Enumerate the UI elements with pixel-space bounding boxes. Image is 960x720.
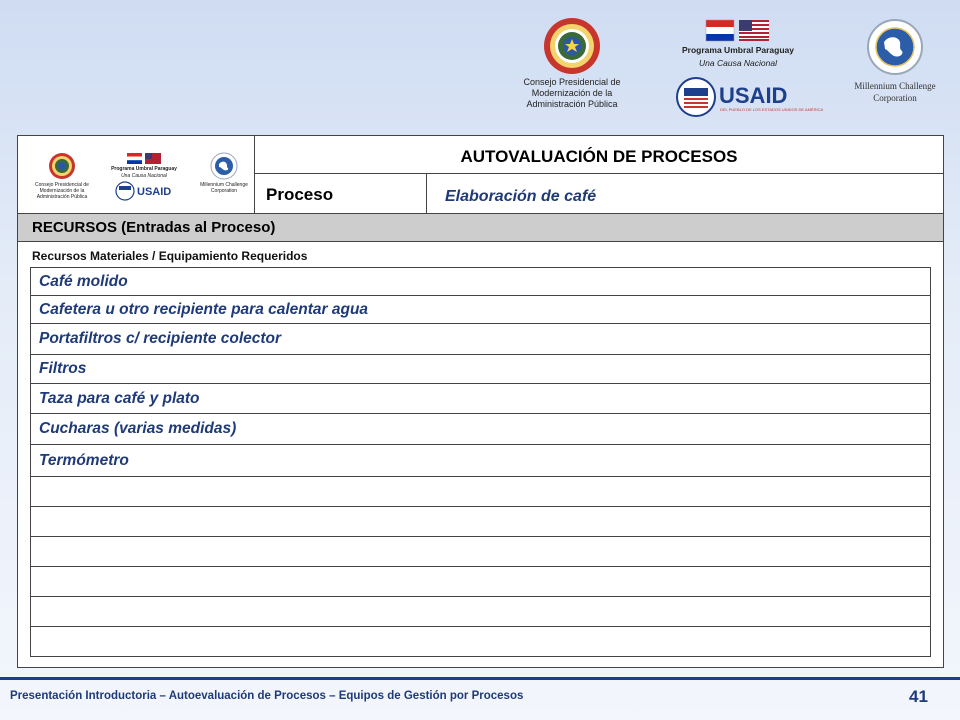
list-item: Café molido [31, 268, 930, 296]
mini-logos-cell [18, 136, 255, 214]
usaid-logo [676, 76, 824, 120]
mini-paraguay-seal-logo [48, 152, 76, 180]
page-number: 41 [909, 687, 928, 706]
list-item: Taza para café y plato [31, 384, 930, 414]
programa-title: Programa Umbral Paraguay [682, 45, 794, 55]
paraguay-seal-logo [543, 16, 601, 76]
list-item: Cucharas (varias medidas) [31, 414, 930, 445]
mcc-seal-logo [866, 18, 924, 76]
mini-programa-title: Programa Umbral Paraguay [111, 166, 177, 172]
form-title: AUTOVALUACIÓN DE PROCESOS [255, 136, 943, 174]
resources-list [30, 267, 931, 657]
list-item: Portafiltros c/ recipiente colector [31, 324, 930, 355]
mini-usaid-word: USAID [137, 186, 172, 198]
list-item [31, 537, 930, 567]
process-value: Elaboración de café [427, 174, 943, 214]
process-label: Proceso [255, 174, 427, 214]
list-item [31, 477, 930, 507]
process-form [17, 135, 944, 668]
mini-mcc-caption: Millennium Challenge Corporation [200, 182, 248, 194]
list-item [31, 597, 930, 627]
programa-subtitle: Una Causa Nacional [699, 58, 777, 68]
flags-icon [706, 20, 770, 42]
list-item [31, 627, 930, 656]
list-item: Cafetera u otro recipiente para calentar agua [31, 296, 930, 324]
list-item [31, 567, 930, 597]
mcc-caption: Millennium Challenge Corporation [854, 81, 936, 103]
list-item [31, 507, 930, 537]
usaid-tagline: DEL PUEBLO DE LOS ESTADOS UNIDOS DE AMÉRICA [720, 107, 824, 112]
consejo-caption: Consejo Presidencial de Modernización de la Administración Pública [523, 77, 621, 109]
footer-caption: Presentación Introductoria – Autoevaluación de Procesos – Equipos de Gestión por Procesos [10, 690, 524, 702]
mini-consejo-caption: Consejo Presidencial de Modernización de la Administración Pública [35, 182, 89, 200]
resources-section-header: RECURSOS (Entradas al Proceso) [18, 214, 943, 242]
mini-usaid-logo [115, 180, 179, 202]
list-item: Termómetro [31, 445, 930, 477]
materials-subheader: Recursos Materiales / Equipamiento Requeridos [32, 249, 308, 263]
mini-flags-icon [127, 153, 161, 164]
usaid-word: USAID [719, 83, 788, 108]
mini-programa-subtitle: Una Causa Nacional [121, 173, 167, 179]
footer-divider [0, 677, 960, 680]
mini-mcc-seal-logo [210, 152, 238, 180]
list-item: Filtros [31, 355, 930, 384]
